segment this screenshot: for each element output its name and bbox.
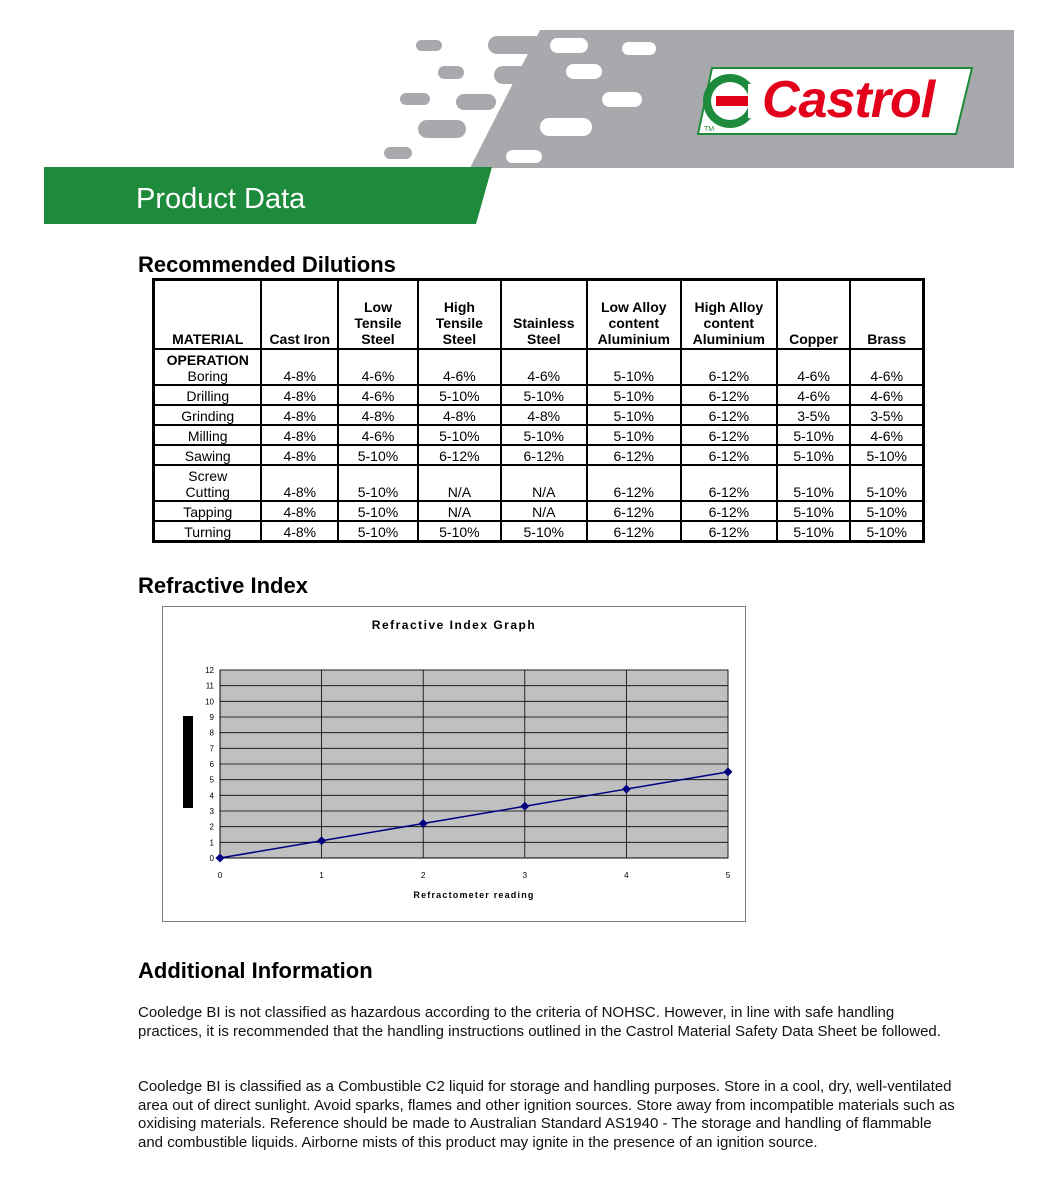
column-header: Brass — [850, 280, 923, 350]
y-tick-label: 11 — [205, 681, 214, 691]
y-tick-label: 9 — [209, 713, 214, 722]
dilution-cell: 5-10% — [418, 385, 501, 405]
dilution-cell: 5-10% — [418, 521, 501, 542]
dilution-cell: 6-12% — [681, 405, 777, 425]
section-heading-additional: Additional Information — [138, 958, 373, 983]
table-row — [154, 385, 924, 405]
dilution-cell: 4-6% — [338, 425, 418, 445]
operation-name: Tapping — [183, 504, 233, 520]
dilution-cell: 6-12% — [587, 521, 681, 542]
dilution-cell: 5-10% — [850, 465, 923, 501]
dilution-cell: 5-10% — [777, 465, 851, 501]
column-header: Stainless Steel — [501, 280, 587, 350]
y-tick-label: 10 — [205, 697, 214, 707]
dilution-cell: N/A — [501, 465, 587, 501]
table-row — [154, 405, 924, 425]
dilution-cell: 4-6% — [418, 349, 501, 385]
page-header — [0, 0, 1046, 230]
dilution-cell: 5-10% — [777, 445, 851, 465]
x-tick-label: 3 — [522, 871, 528, 880]
table-row — [154, 521, 924, 542]
dilution-cell: 5-10% — [850, 501, 923, 521]
additional-paragraph-1: Cooledge BI is not classified as hazardous according to the criteria of NOHSC. However, in line with safe handling practices, it is recommended that the handling instructions outlined in the Castrol Material Safety Data Sheet be followed. — [138, 1004, 941, 1040]
dilution-cell: 6-12% — [681, 425, 777, 445]
dilution-cell: N/A — [418, 465, 501, 501]
operation-cell — [154, 521, 262, 542]
table-row — [154, 501, 924, 521]
trademark-mark: TM — [704, 126, 715, 133]
dilution-cell: 5-10% — [587, 349, 681, 385]
operation-name: Screw Cutting — [185, 468, 230, 500]
dilution-cell: 4-6% — [501, 349, 587, 385]
dilution-cell: 4-8% — [261, 349, 338, 385]
column-header: Low Alloy content Aluminium — [587, 280, 681, 350]
y-tick-label: 0 — [209, 854, 214, 863]
dilution-cell: 5-10% — [850, 521, 923, 542]
dilution-cell: 6-12% — [501, 445, 587, 465]
y-tick-label: 4 — [209, 791, 214, 801]
column-header: MATERIAL — [154, 280, 262, 350]
dilution-cell: 5-10% — [850, 445, 923, 465]
x-tick-label: 2 — [420, 871, 426, 880]
column-header: Low Tensile Steel — [338, 280, 418, 350]
dilution-cell: 4-8% — [261, 445, 338, 465]
dilution-cell: N/A — [501, 501, 587, 521]
dilution-cell: 5-10% — [338, 465, 418, 501]
operation-label: OPERATION — [166, 352, 249, 368]
y-tick-label: 3 — [209, 807, 214, 816]
dilution-cell: 4-6% — [777, 385, 851, 405]
operation-name: Drilling — [186, 388, 230, 404]
dilution-cell: 6-12% — [681, 349, 777, 385]
dilution-cell: 6-12% — [587, 501, 681, 521]
dilution-cell: 5-10% — [338, 521, 418, 542]
dilution-cell: 4-6% — [850, 425, 923, 445]
table-body — [154, 349, 924, 542]
dilution-cell: 4-8% — [261, 385, 338, 405]
x-tick-label: 1 — [319, 871, 324, 880]
dilution-cell: 5-10% — [418, 425, 501, 445]
dilution-cell: 4-8% — [418, 405, 501, 425]
dilution-cell: 6-12% — [418, 445, 501, 465]
dilution-cell: 4-6% — [777, 349, 851, 385]
operation-name: Sawing — [184, 448, 231, 464]
table-row — [154, 445, 924, 465]
y-tick-label: 12 — [205, 666, 214, 675]
dilution-cell: 6-12% — [681, 501, 777, 521]
y-tick-label: 2 — [209, 822, 214, 832]
dilution-cell: 3-5% — [850, 405, 923, 425]
column-header: High Alloy content Aluminium — [681, 280, 777, 350]
y-tick-label: 6 — [209, 760, 214, 769]
table-row — [154, 465, 924, 501]
operation-cell — [154, 501, 262, 521]
dilution-cell: N/A — [418, 501, 501, 521]
x-tick-label: 4 — [624, 871, 629, 880]
dilution-cell: 5-10% — [338, 501, 418, 521]
x-tick-label: 5 — [725, 871, 731, 880]
chart-canvas — [163, 607, 745, 921]
dilution-cell: 5-10% — [777, 521, 851, 542]
dilution-cell: 5-10% — [587, 405, 681, 425]
y-tick-label: 5 — [209, 775, 214, 785]
banner-title: Product Data — [136, 183, 306, 215]
dilution-cell: 6-12% — [681, 385, 777, 405]
dilution-cell: 4-6% — [850, 349, 923, 385]
dilution-cell: 4-8% — [261, 405, 338, 425]
operation-cell — [154, 425, 262, 445]
column-header: Cast Iron — [261, 280, 338, 350]
chart-title: Refractive Index Graph — [371, 618, 537, 632]
table-row — [154, 349, 924, 385]
dilution-cell: 4-6% — [338, 349, 418, 385]
dilution-cell: 4-8% — [261, 501, 338, 521]
dilution-cell: 6-12% — [587, 465, 681, 501]
dilution-cell: 4-8% — [338, 405, 418, 425]
operation-cell — [154, 445, 262, 465]
operation-cell — [154, 405, 262, 425]
section-heading-refractive: Refractive Index — [138, 573, 308, 598]
dilution-cell: 5-10% — [501, 385, 587, 405]
dilution-cell: 5-10% — [338, 445, 418, 465]
dilution-cell: 5-10% — [587, 385, 681, 405]
dilution-cell: 4-8% — [261, 465, 338, 501]
table-row — [154, 425, 924, 445]
x-axis-label: Refractometer reading — [413, 890, 535, 900]
dilution-cell: 4-6% — [338, 385, 418, 405]
dilution-cell: 6-12% — [681, 521, 777, 542]
dilution-cell: 4-8% — [261, 521, 338, 542]
dilution-cell: 5-10% — [777, 425, 851, 445]
dilution-cell: 5-10% — [501, 425, 587, 445]
refractive-index-chart — [162, 606, 746, 922]
operation-name: Turning — [184, 524, 232, 540]
dilution-cell: 6-12% — [681, 445, 777, 465]
column-header: Copper — [777, 280, 851, 350]
dilution-cell: 5-10% — [501, 521, 587, 542]
x-tick-label: 0 — [217, 871, 223, 880]
y-tick-label: 7 — [209, 744, 214, 754]
dilution-cell: 6-12% — [681, 465, 777, 501]
dilution-table — [152, 278, 925, 543]
dilution-cell: 4-8% — [501, 405, 587, 425]
brand-name: Castrol — [762, 71, 935, 129]
dilution-cell: 3-5% — [777, 405, 851, 425]
dilution-cell: 4-6% — [850, 385, 923, 405]
y-tick-label: 8 — [209, 728, 214, 738]
operation-cell — [154, 465, 262, 501]
column-header: High Tensile Steel — [418, 280, 501, 350]
section-heading-dilutions: Recommended Dilutions — [138, 252, 396, 277]
operation-name: Milling — [187, 428, 228, 444]
operation-cell — [154, 349, 262, 385]
table-header-row — [154, 280, 924, 350]
dilution-cell: 5-10% — [777, 501, 851, 521]
additional-paragraph-2: Cooledge BI is classified as a Combustible C2 liquid for storage and handling purposes. Store in a cool, dry, well-ventilated area out of direct sunlight. Avoid sparks, flames and other ignition sources. Store away from incompatible materials such as oxidising materials. Reference should be made to Australian Standard AS1940 - The storage and handling of flammable and combustible liquids. Airborne mists of this product may ignite in the presence of an ignition source. — [138, 1078, 955, 1151]
y-tick-label: 1 — [209, 838, 214, 848]
operation-name: Grinding — [181, 408, 235, 424]
dilution-cell: 4-8% — [261, 425, 338, 445]
dilution-cell: 6-12% — [587, 445, 681, 465]
operation-name: Boring — [187, 368, 228, 384]
dilution-cell: 5-10% — [587, 425, 681, 445]
operation-cell — [154, 385, 262, 405]
y-axis-label-bar — [183, 716, 193, 808]
